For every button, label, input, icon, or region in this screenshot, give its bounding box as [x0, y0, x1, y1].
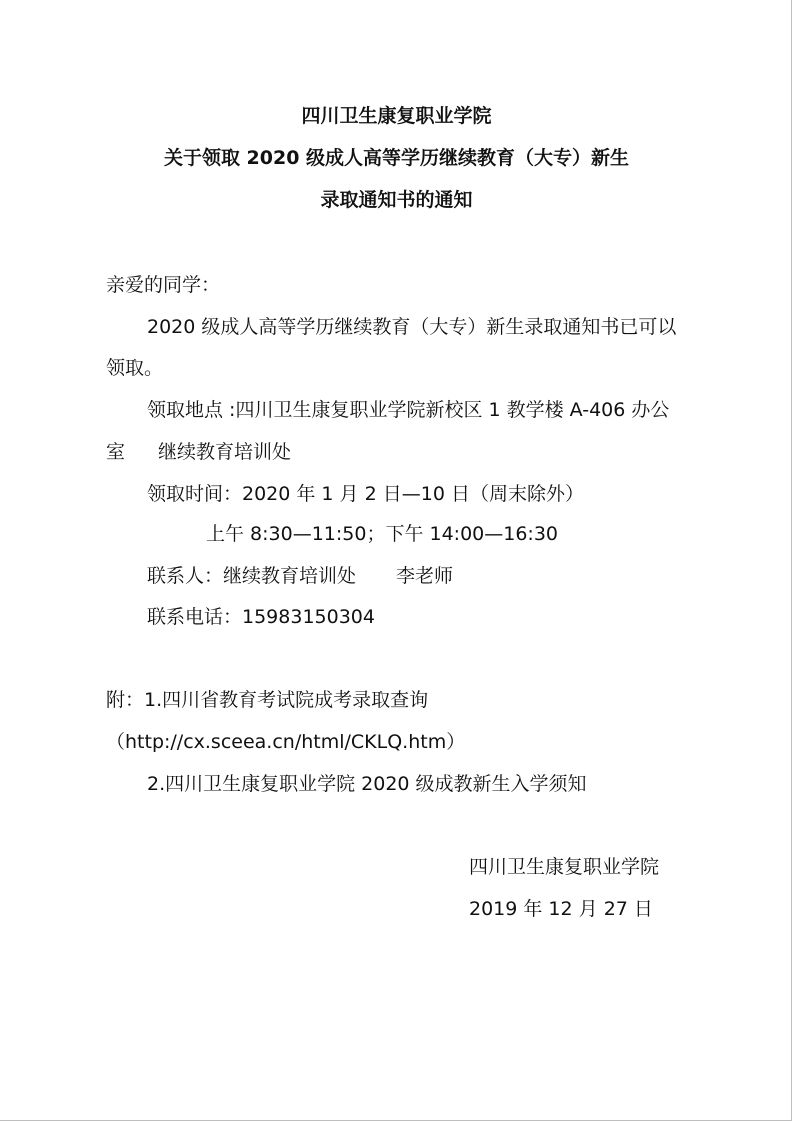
- paragraph-notice-line-2: 领取。: [106, 357, 164, 379]
- paragraph-notice-line-1: 2020 级成人高等学历继续教育（大专）新生录取通知书已可以: [147, 316, 677, 338]
- document-title-line-1: 四川卫生康复职业学院: [301, 105, 492, 127]
- attachment-1-url: （http://cx.sceea.cn/html/CKLQ.htm）: [106, 731, 466, 753]
- time-line-2: 上午 8:30—11:50；下午 14:00—16:30: [206, 523, 559, 545]
- signature-organization: 四川卫生康复职业学院: [469, 856, 660, 878]
- location-line-1: 领取地点 :四川卫生康复职业学院新校区 1 教学楼 A-406 办公: [147, 399, 670, 421]
- contact-phone: 联系电话：15983150304: [147, 606, 375, 628]
- attachment-2-title: 2.四川卫生康复职业学院 2020 级成教新生入学须知: [147, 773, 587, 795]
- contact-office: 联系人：继续教育培训处: [147, 565, 357, 587]
- location-line-2-room: 室: [106, 441, 126, 463]
- document-title-line-3: 录取通知书的通知: [320, 189, 473, 211]
- attachment-1-title: 附：1.四川省教育考试院成考录取查询: [106, 689, 429, 711]
- greeting: 亲爱的同学：: [106, 274, 221, 296]
- contact-person: 李老师: [396, 565, 454, 587]
- location-line-2-office: 继续教育培训处: [158, 441, 292, 463]
- time-line-1: 领取时间：2020 年 1 月 2 日—10 日（周末除外）: [147, 483, 584, 505]
- signature-date: 2019 年 12 月 27 日: [469, 898, 653, 920]
- document-title-line-2: 关于领取 2020 级成人高等学历继续教育（大专）新生: [163, 147, 630, 169]
